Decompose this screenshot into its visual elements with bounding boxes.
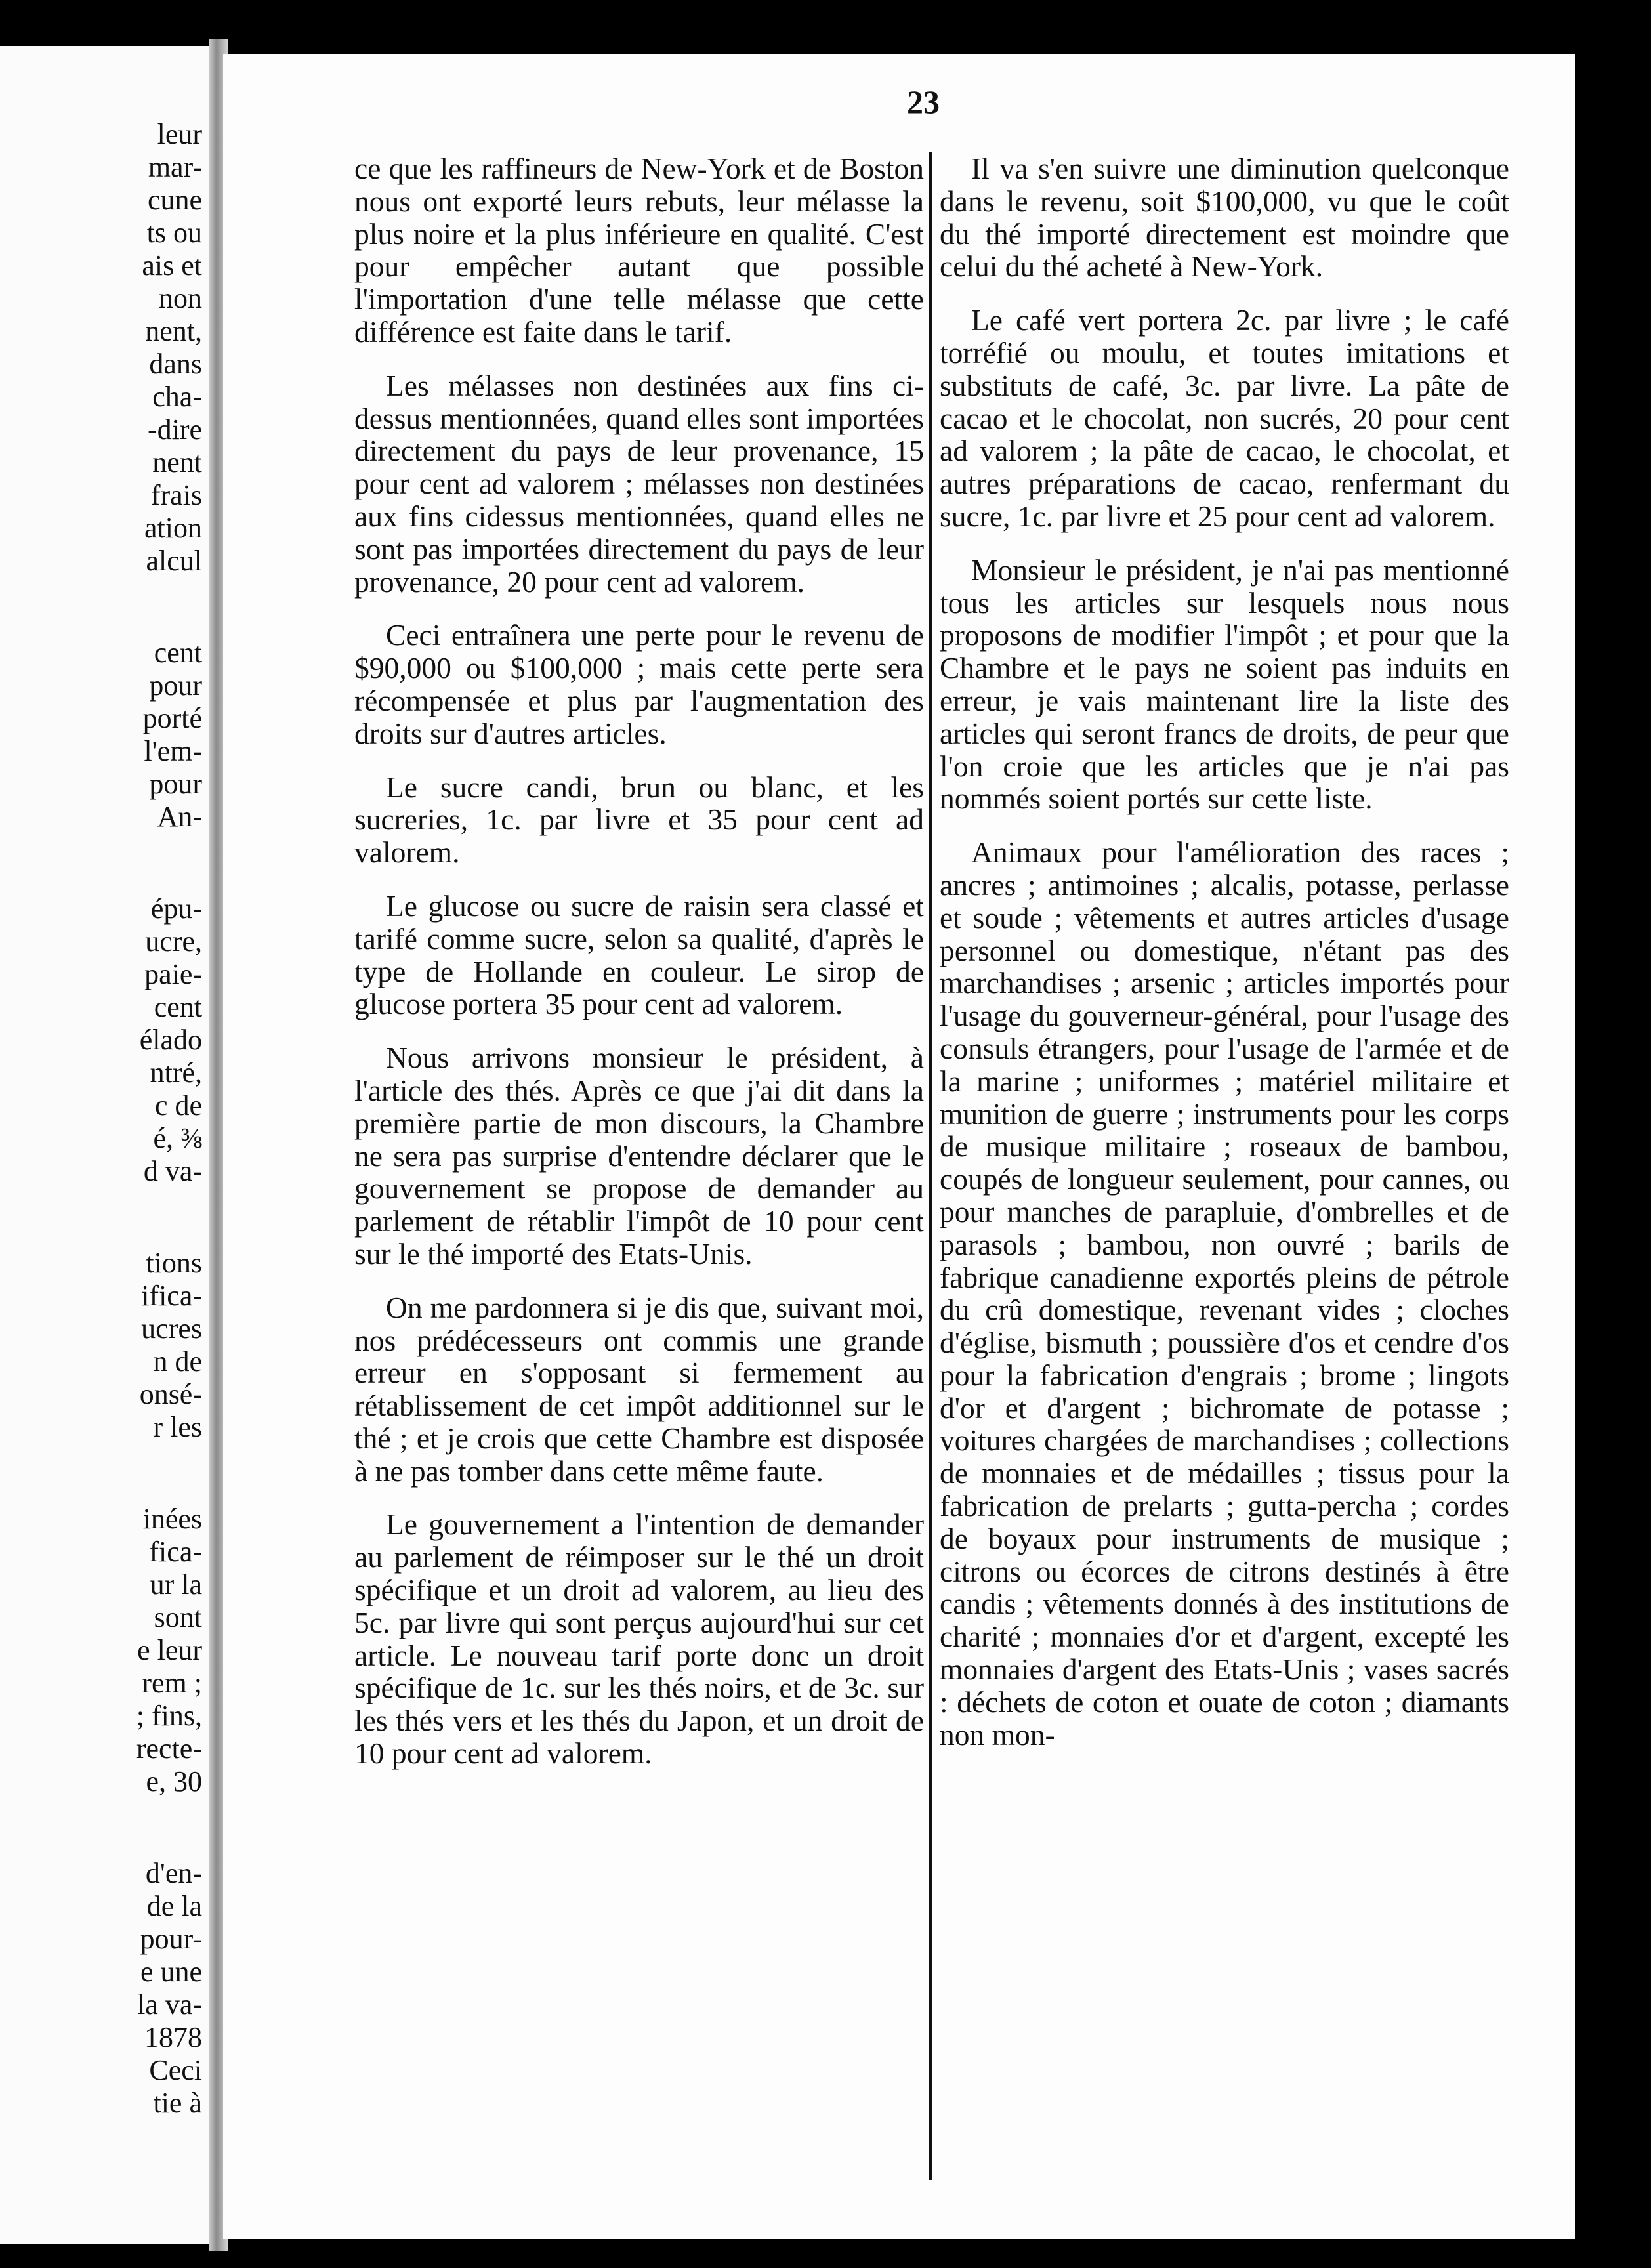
left-page-fragment: r les (153, 1411, 202, 1443)
left-page-fragment: l'em- (144, 735, 202, 767)
left-page-fragment: An- (157, 801, 202, 833)
left-page-fragment: porté (142, 702, 202, 734)
left-page-fragment: fica- (149, 1536, 202, 1568)
left-page-fragment: de la (146, 1890, 202, 1922)
left-page-fragment: ation (144, 512, 202, 544)
left-page-fragment: ucres (141, 1312, 202, 1345)
left-page-fragment: onsé- (139, 1378, 202, 1410)
main-page (223, 54, 1575, 2239)
left-page-fragment: ais et (142, 249, 202, 282)
left-page-fragment: sont (154, 1601, 202, 1633)
paragraph: Il va s'en suivre une diminution quelconque dans le revenu, soit $100,000, vu que le coût du thé importé directement est moindre que celui du thé acheté à New-York. (940, 152, 1509, 284)
paragraph: Le sucre candi, brun ou blanc, et les sucreries, 1c. par livre et 35 pour cent ad valorem. (354, 770, 924, 870)
left-page-fragment: Ceci (149, 2054, 202, 2086)
left-page-fragment: ntré, (150, 1057, 202, 1089)
left-page-fragment: cent (154, 991, 202, 1023)
left-page-fragment: ur la (150, 1568, 202, 1601)
paragraph: Monsieur le président, je n'ai pas mentionné tous les articles sur lesquels nous nous proposons de modifier l'impôt ; et pour que la Chambre et le pays ne soient pas induits en erreur, je vais maintenant lire la liste des articles qui seront francs de droits, de peur que l'on croie que les articles que je n'ai pas nommés soient portés sur cette liste. (940, 553, 1509, 816)
left-column (354, 152, 924, 1791)
left-page-fragment: ts ou (146, 217, 202, 249)
paragraph: Le glucose ou sucre de raisin sera classé et tarifé comme sucre, selon sa qualité, d'après le type de Hollande en couleur. Le sirop de glucose portera 35 pour cent ad valorem. (354, 889, 924, 1021)
left-page-fragment: pour (149, 768, 202, 800)
left-page-fragment: d'en- (145, 1857, 202, 1889)
column-divider (929, 152, 932, 2180)
left-page-fragment: cha- (152, 381, 202, 413)
paragraph: ce que les raffineurs de New-York et de Boston nous ont exporté leurs rebuts, leur mélasse la plus noire et la plus inférieure en qualité. C'est pour empêcher autant que possible l'importation d'une telle mélasse que cette différence est faite dans le tarif. (354, 152, 924, 348)
left-page-fragment: é, ⅜ (153, 1122, 202, 1154)
left-page-fragment: nent (152, 446, 202, 478)
left-page-fragment: frais (150, 479, 202, 511)
left-page-fragment: élado (139, 1024, 202, 1056)
left-page-fragment: cune (147, 184, 202, 216)
left-page-fragment: rem ; (142, 1667, 202, 1699)
left-page-fragment: tie à (153, 2087, 202, 2119)
page-number: 23 (907, 83, 940, 120)
left-page-fragment: leur (157, 118, 202, 150)
left-page-fragment: n de (153, 1345, 202, 1377)
paragraph: Ceci entraînera une perte pour le revenu de $90,000 ou $100,000 ; mais cette perte sera récompensée et plus par l'augmentation des droits sur d'autres articles. (354, 618, 924, 750)
left-page-fragment: épu- (150, 892, 202, 925)
left-page-fragment: ; fins, (136, 1700, 202, 1732)
paragraph: Animaux pour l'amélioration des races ; ancres ; antimoines ; alcalis, potasse, perlasse et soude ; vêtements et autres articles d'usage personnel ou domestique, n'étant pas des marchandises ; arsenic ; articles importés pour l'usage du gouverneur-général, pour l'usage des consuls étrangers, pour l'usage de l'armée et de la marine ; uniformes ; matériel militaire et munition de guerre ; instruments pour les corps de musique militaire ; roseaux de bambou, coupés de longueur seulement, pour cannes, ou pour manches de parapluie, d'ombrelles et de parasols ; bambou, non ouvré ; barils de fabrique canadienne exportés pleins de pétrole du crû domestique, revenant vides ; cloches d'église, bismuth ; poussière d'os et cendre d'os pour la fabrication d'engrais ; brome ; lingots d'or et d'argent ; bichromate de potasse ; voitures chargées de marchandises ; collections de monnaies et de médailles ; tissus pour la fabrication de prelarts ; gutta-percha ; cordes de boyaux pour instruments de musique ; citrons ou écorces de citrons destinés à être candis ; vêtements donnés à des institutions de charité ; monnaies d'or et d'argent, excepté les monnaies d'argent des Etats-Unis ; vases sacrés : déchets de coton et ouate de coton ; diamants non mon- (940, 835, 1509, 1752)
left-page-fragment: non (159, 282, 202, 314)
left-page-fragment: la va- (137, 1988, 202, 2021)
left-page-fragment: nent, (145, 315, 202, 347)
left-page-fragment: c de (154, 1089, 202, 1122)
left-page-fragment: tions (146, 1247, 202, 1279)
left-page-fragment: e leur (137, 1634, 202, 1666)
left-page-fragment: paie- (144, 958, 202, 990)
left-page-fragment: mar- (148, 151, 202, 183)
left-page-fragment: e une (140, 1956, 202, 1988)
right-column (940, 152, 1509, 1772)
paragraph: Les mélasses non destinées aux fins ci-dessus mentionnées, quand elles sont importées directement du pays de leur provenance, 15 pour cent ad valorem ; mélasses non destinées aux fins cidessus mentionnées, quand elles ne sont pas importées directement du pays de leur provenance, 20 pour cent ad valorem. (354, 368, 924, 598)
paragraph: Nous arrivons monsieur le président, à l'article des thés. Après ce que j'ai dit dans la première partie de mon discours, la Chambre ne sera pas surprise d'entendre déclarer que le gouvernement se propose de demander au parlement de rétablir l'impôt de 10 pour cent sur le thé importé des Etats-Unis. (354, 1041, 924, 1270)
left-page-fragment: d va- (143, 1155, 202, 1187)
left-page-fragment: recte- (136, 1732, 202, 1765)
left-page-fragment: pour (149, 669, 202, 702)
left-page-fragment: pour- (140, 1923, 202, 1955)
paragraph: Le gouvernement a l'intention de demander au parlement de réimposer sur le thé un droit spécifique et un droit ad valorem, au lieu des 5c. par livre qui sont perçus aujourd'hui sur cet article. Le nouveau tarif porte donc un droit spécifique de 1c. sur les thés noirs, et de 3c. sur les thés vers et les thés du Japon, et un droit de 10 pour cent ad valorem. (354, 1507, 924, 1771)
left-page-fragment: e, 30 (146, 1765, 202, 1797)
left-page-fragment: alcul (146, 545, 202, 577)
left-page-fragment: ifica- (141, 1280, 202, 1312)
left-page-fragment: cent (154, 637, 202, 669)
left-page-fragment: dans (149, 348, 202, 380)
paragraph: On me pardonnera si je dis que, suivant moi, nos prédécesseurs ont commis une grande erreur en s'opposant si fermement au rétablissement de cet impôt additionnel sur le thé ; et je crois que cette Chambre est disposée à ne pas tomber dans cette même faute. (354, 1290, 924, 1488)
previous-page-strip (0, 46, 209, 2244)
left-page-fragment: 1878 (144, 2021, 202, 2053)
left-page-fragment: inées (142, 1503, 202, 1535)
left-page-fragment: ucre, (145, 925, 202, 957)
left-page-fragment: -dire (147, 413, 202, 446)
paragraph: Le café vert portera 2c. par livre ; le café torréfié ou moulu, et toutes imitations et substituts de café, 3c. par livre. La pâte de cacao et le chocolat, non sucrés, 20 pour cent ad valorem ; la pâte de cacao, le chocolat, et autres préparations de cacao, renfermant du sucre, 1c. par livre et 25 pour cent ad valorem. (940, 303, 1509, 533)
